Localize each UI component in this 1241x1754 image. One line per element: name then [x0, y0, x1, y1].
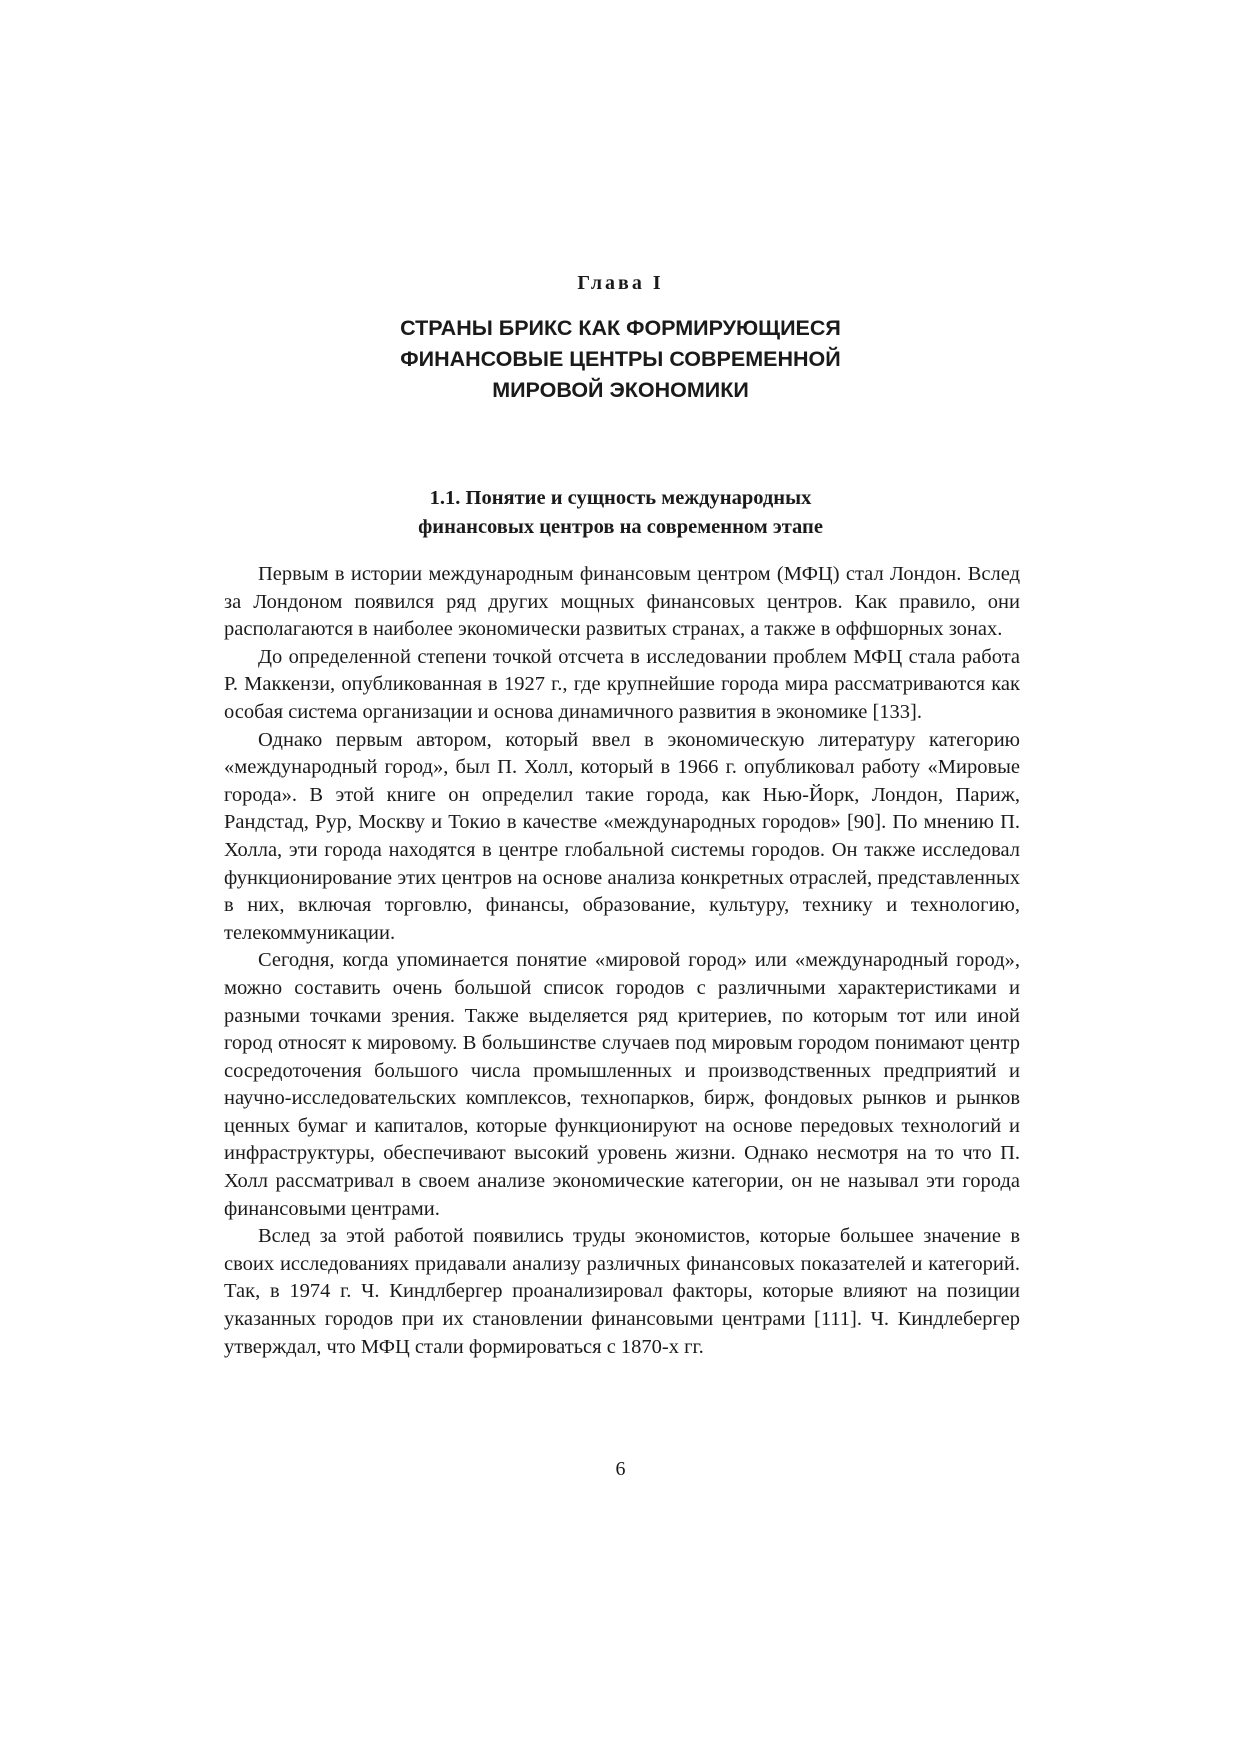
paragraph: Сегодня, когда упоминается понятие «мировой город» или «международный город», можно составить очень большой список городов с различными характеристиками и разными точками зрения. Также выделяется ряд критериев, по которым тот или иной город относят к мировому. В большинстве случаев под мировым городом понимают центр сосредоточения большого числа промышленных и производственных предприятий и научно-исследовательских комплексов, технопарков, бирж, фондовых рынков и рынков ценных бумаг и капиталов, которые функционируют на основе передовых технологий и инфраструктуры, обеспечивают высокий уровень жизни. Однако несмотря на то что П. Холл рассматривал в своем анализе экономические категории, он не называл эти города финансовыми центрами.: [224, 949, 1020, 1220]
chapter-label: Глава I: [577, 272, 664, 294]
section-title-line: финансовых центров на современном этапе: [418, 516, 823, 538]
section-title: [0, 484, 1241, 542]
chapter-title-line: ФИНАНСОВЫЕ ЦЕНТРЫ СОВРЕМЕННОЙ: [400, 347, 841, 371]
chapter-title: [0, 313, 1241, 406]
paragraph: Первым в истории международным финансовым центром (МФЦ) стал Лондон. Вслед за Лондоном появился ряд других мощных финансовых центров. Как правило, они располагаются в наиболее экономически развитых странах, а также в оффшорных зонах.: [224, 563, 1020, 641]
section-title-line: 1.1. Понятие и сущность международных: [429, 487, 812, 509]
paragraph: Вслед за этой работой появились труды экономистов, которые большее значение в своих исследованиях придавали анализу различных финансовых показателей и категорий. Так, в 1974 г. Ч. Киндлбергер проанализировал факторы, которые влияют на позиции указанных городов при их становлении финансовыми центрами [111]. Ч. Киндлебергер утверждал, что МФЦ стали формироваться с 1870-х гг.: [224, 1225, 1020, 1358]
chapter-title-line: МИРОВОЙ ЭКОНОМИКИ: [492, 378, 749, 402]
paragraph: Однако первым автором, который ввел в экономическую литературу категорию «международный город», был П. Холл, который в 1966 г. опубликовал работу «Мировые города». В этой книге он определил такие города, как Нью-Йорк, Лондон, Париж, Рандстад, Рур, Москву и Токио в качестве «международных городов» [90]. По мнению П. Холла, эти города находятся в центре глобальной системы городов. Он также исследовал функционирование этих центров на основе анализа конкретных отраслей, представленных в них, включая торговлю, финансы, образование, культуру, технику и технологию, телекоммуникации.: [224, 728, 1020, 944]
page-number: 6: [615, 1458, 626, 1480]
chapter-title-line: СТРАНЫ БРИКС КАК ФОРМИРУЮЩИЕСЯ: [400, 316, 841, 340]
paragraph: До определенной степени точкой отсчета в исследовании проблем МФЦ стала работа Р. Маккензи, опубликованная в 1927 г., где крупнейшие города мира рассматриваются как особая система организации и основа динамичного развития в экономике [133].: [224, 645, 1020, 723]
body-text: [224, 561, 1020, 1361]
